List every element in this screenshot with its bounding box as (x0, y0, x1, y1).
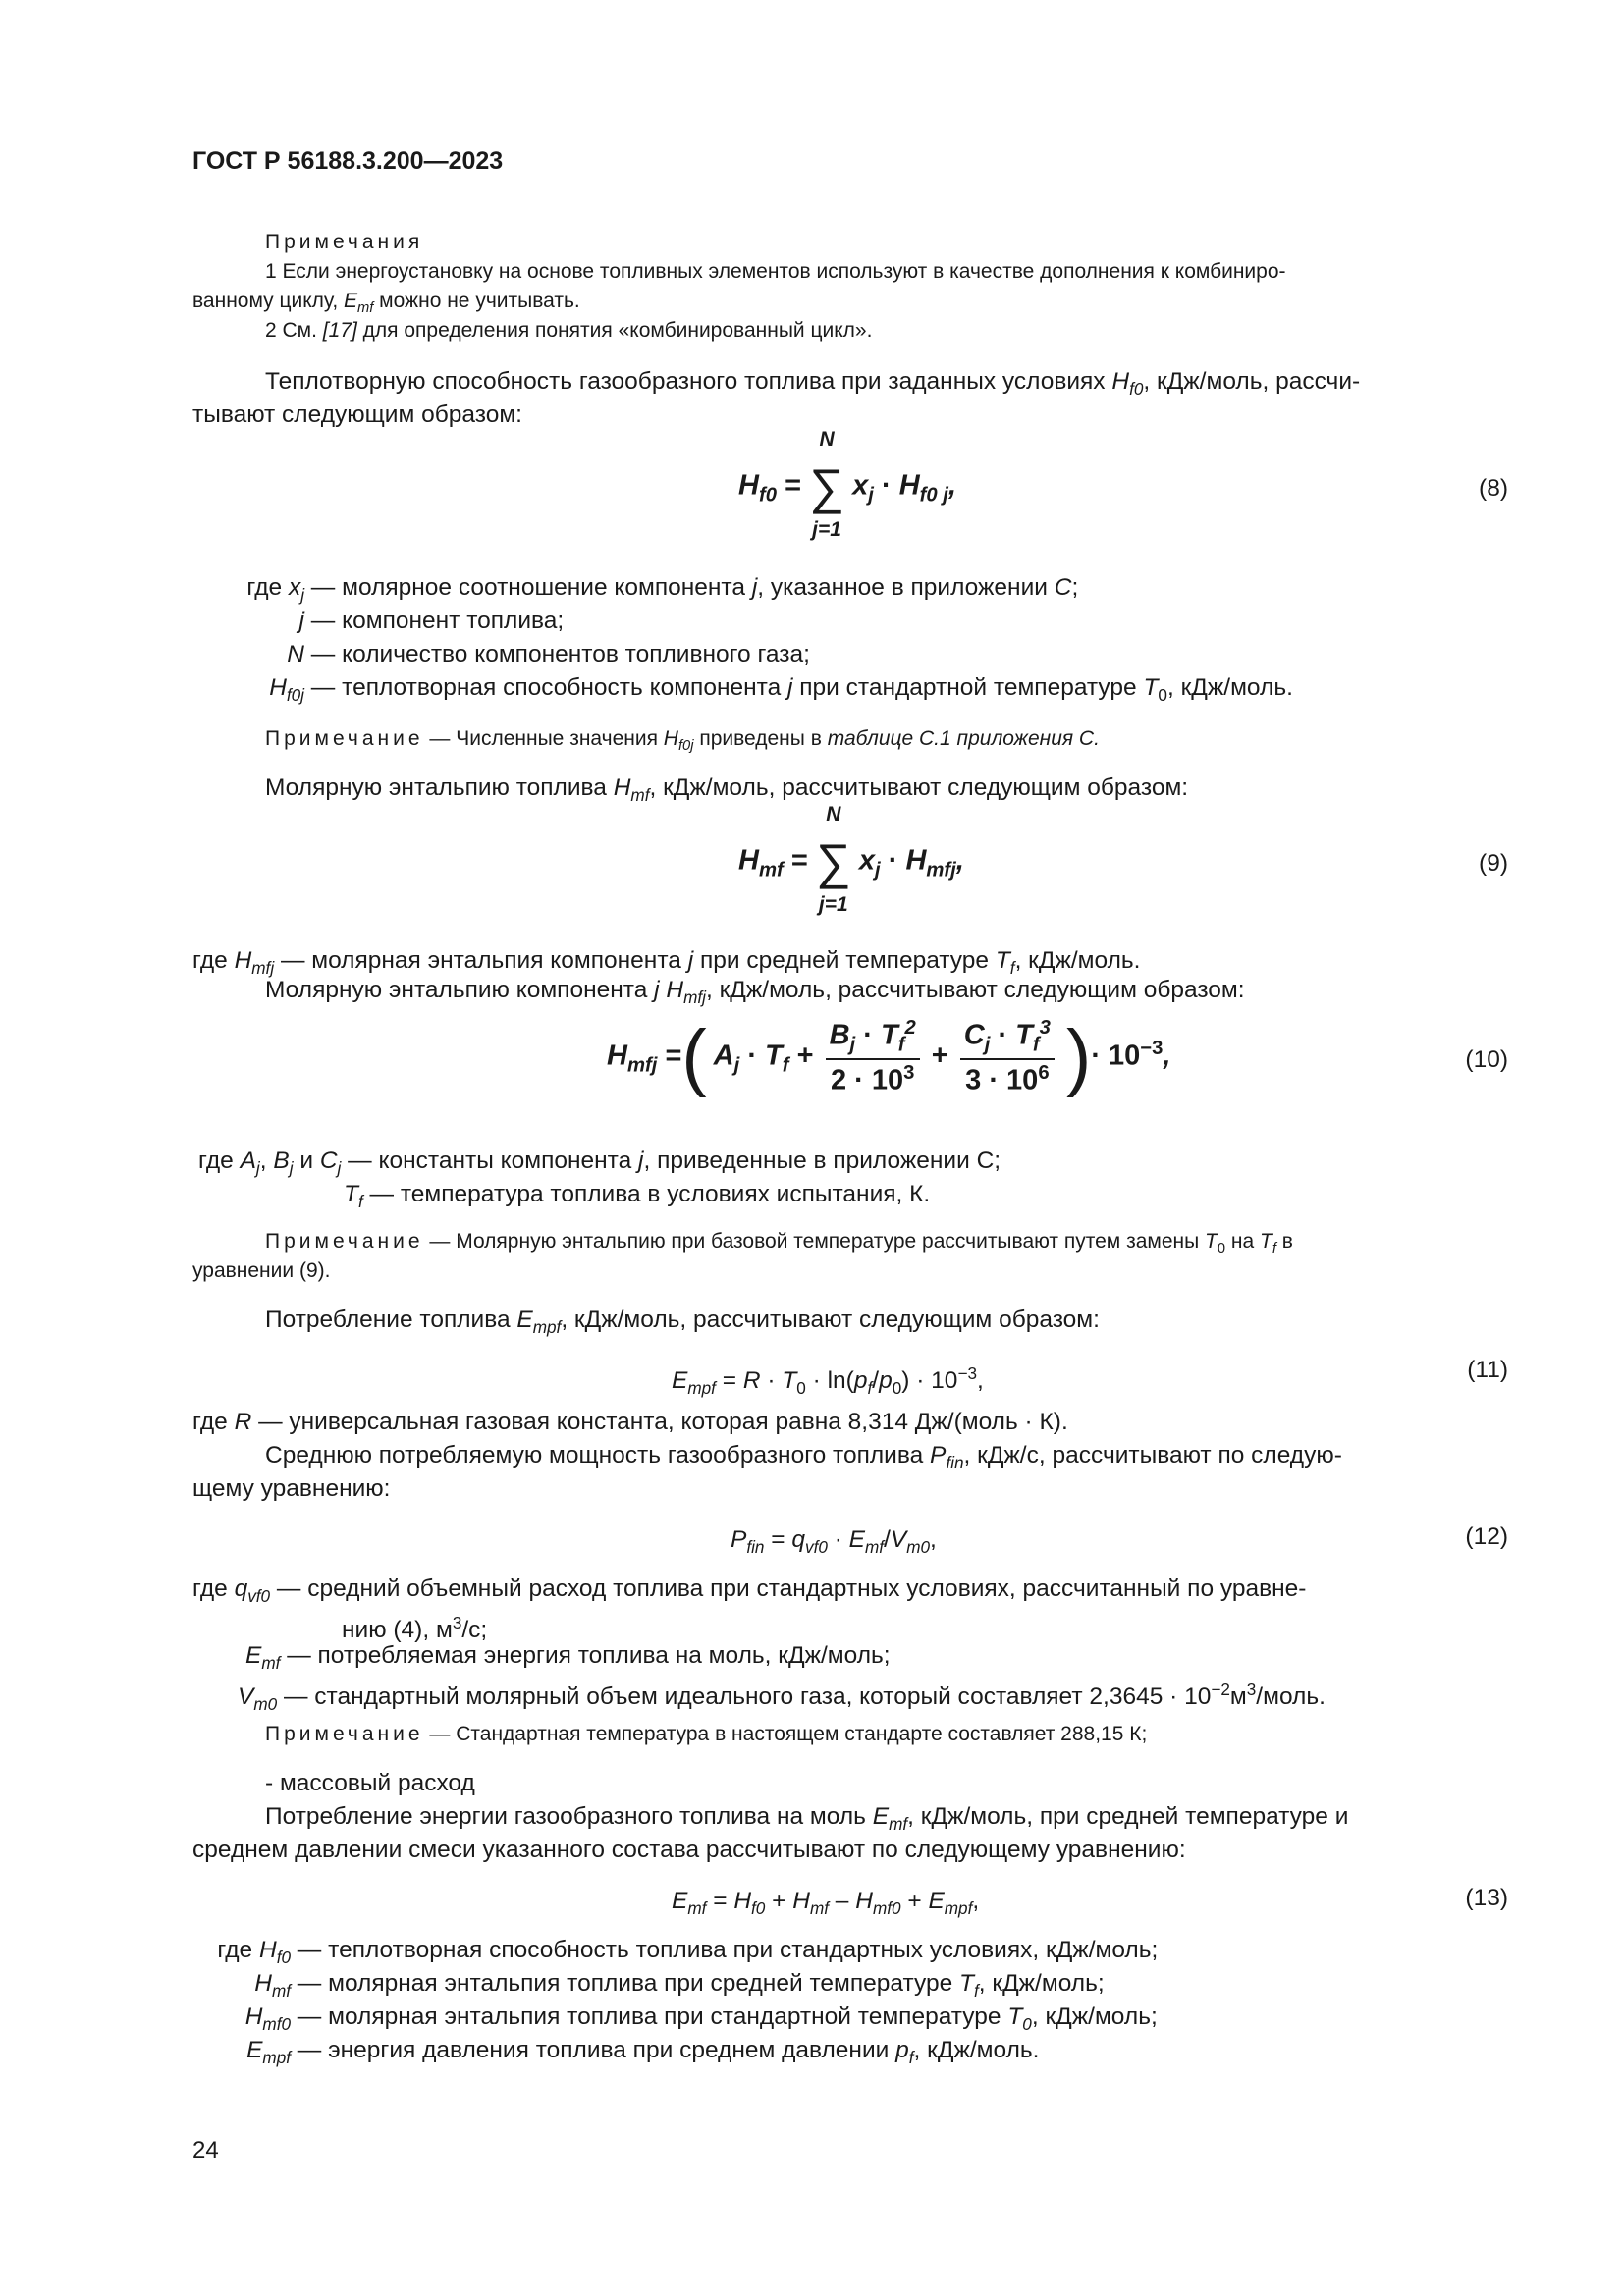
definition-symbol: где $x_j$ (246, 574, 304, 605)
note-1-line-2: ванному циклу, $E_{mf}$ можно не учитывать. (192, 290, 580, 317)
equation-13-number: (13) (1465, 1885, 1508, 1911)
para-1-line-2: тывают следующим образом: (192, 401, 522, 428)
equation-9-definition: где $H_{mfj}$ — молярная энтальпия компонента j при средней температуре $T_f$, кДж/моль. (192, 947, 1141, 978)
note-1-line-1: 1 Если энергоустановку на основе топливных элементов используют в качестве дополнения к комбиниро- (265, 260, 1286, 283)
equation-9: $H_{mf}$ = N ∑ j=1 $x_j \cdot H_{mfj}$, (738, 803, 964, 916)
para-4: Потребление топлива $E_{mpf}$, кДж/моль, рассчитывают следующим образом: (265, 1307, 1100, 1337)
equation-12-number: (12) (1465, 1523, 1508, 1550)
definition-text: энергия давления топлива при среднем давлении $p_f$, кДж/моль. (328, 2037, 1040, 2067)
equation-9-number: (9) (1479, 850, 1508, 877)
equation-8-definition-row (192, 638, 1508, 671)
definition-symbol: где $H_{f0}$ (217, 1937, 291, 1967)
equation-11: $E_{mpf} = R \cdot T_0 \cdot \ln(p_f/p_0) \cdot 10^{-3}$, (672, 1363, 984, 1399)
para-5-line-2: щему уравнению: (192, 1475, 391, 1502)
note-a: Примечание — Численные значения $H_{f0j}$ приведены в таблице С.1 приложения С. (265, 727, 1100, 755)
equation-13-definition-row (192, 2034, 1508, 2074)
definition-text: теплотворная способность топлива при стандартных условиях, кДж/моль; (328, 1937, 1159, 1963)
para-1-line-1: Теплотворную способность газообразного топлива при заданных условиях $H_{f0}$, кДж/моль, рассчи- (265, 368, 1361, 399)
equation-8-definition-row (192, 605, 1508, 638)
note-2: 2 См. [17] для определения понятия «комбинированный цикл». (265, 319, 873, 342)
note-b-line-1: Примечание — Молярную энтальпию при базовой температуре рассчитывают путем замены $T_0$ на $T_f$ в (265, 1230, 1293, 1257)
definition-dash: — (304, 574, 343, 601)
definition-text: молярная энтальпия топлива при стандартной температуре $T_0$, кДж/моль; (328, 2003, 1158, 2034)
definition-text: молярное соотношение компонента j, указанное в приложении C; (342, 574, 1079, 601)
definition-dash: — (304, 674, 343, 701)
document-header: ГОСТ Р 56188.3.200—2023 (192, 147, 504, 175)
equation-12-def-q-cont: нию (4), $м^3/с$; (342, 1613, 488, 1644)
definition-symbol: $H_{mf0}$ (244, 2003, 291, 2034)
definition-text: молярная энтальпия топлива при средней температуре $T_f$, кДж/моль; (328, 1970, 1105, 2001)
definition-text: теплотворная способность компонента j при стандартной температуре $T_0$, кДж/моль. (342, 674, 1293, 705)
definition-dash: — (291, 2037, 329, 2063)
definition-text: количество компонентов топливного газа; (342, 641, 810, 667)
notes-heading: Примечания (265, 231, 424, 253)
para-6-line-1: Потребление энергии газообразного топлива на моль $E_{mf}$, кДж/моль, при средней температуре и (265, 1803, 1349, 1834)
equation-12-def-e: $E_{mf}$ — потребляемая энергия топлива на моль, кДж/моль; (245, 1642, 891, 1673)
definition-symbol: N (287, 641, 304, 667)
equation-10: $H_{mfj}$ =( $A_j \cdot T_f$ + $\frac{B_j \cdot T_f^2}{2 \cdot 10^3}$ + $\frac{C_j \cdot T_f^3}{3 \cdot 10^6}$ )· $10^{-3}$, (607, 1015, 1171, 1099)
definition-dash: — (291, 1937, 329, 1963)
page-number: 24 (192, 2137, 219, 2163)
mass-flow-heading: - массовый расход (265, 1770, 475, 1796)
definition-symbol: j (298, 608, 304, 634)
para-3: Молярную энтальпию компонента j $H_{mfj}$, кДж/моль, рассчитывают следующим образом: (265, 977, 1245, 1007)
equation-8: $H_{f0}$ = N ∑ j=1 $x_j \cdot H_{f0 j}$, (738, 428, 957, 541)
equation-12-def-v: $V_{m0}$ — стандартный молярный объем идеального газа, который составляет $2,3645 \cdot 10^{-2}м^3$/моль. (238, 1680, 1326, 1715)
definition-dash: — (291, 2003, 329, 2030)
equation-8-definition-row (192, 671, 1508, 712)
para-2: Молярную энтальпию топлива $H_{mf}$, кДж/моль, рассчитывают следующим образом: (265, 774, 1189, 805)
equation-10-def-tf: $T_f$ — температура топлива в условиях испытания, К. (344, 1181, 931, 1211)
para-6-line-2: среднем давлении смеси указанного состава рассчитывают по следующему уравнению: (192, 1837, 1186, 1863)
definition-symbol: $E_{mpf}$ (246, 2037, 291, 2067)
definition-dash: — (304, 608, 343, 634)
equation-11-definition: где R — универсальная газовая константа, которая равна 8,314 Дж/(моль · К). (192, 1409, 1068, 1435)
definition-text: компонент топлива; (342, 608, 565, 634)
definition-dash: — (304, 641, 343, 667)
definition-dash: — (291, 1970, 329, 1997)
definition-symbol: $H_{f0j}$ (269, 674, 304, 705)
equation-13: $E_{mf} = H_{f0} + H_{mf} - H_{mf0} + E_{mpf}$, (672, 1888, 980, 1918)
equation-11-number: (11) (1467, 1357, 1508, 1383)
note-b-line-2: уравнении (9). (192, 1259, 331, 1282)
equation-10-def-constants: где $A_j$, $B_j$ и $C_j$ — константы компонента j, приведенные в приложении С; (198, 1148, 1001, 1178)
para-5-line-1: Среднюю потребляемую мощность газообразного топлива $P_{fin}$, кДж/с, рассчитывают по следую- (265, 1442, 1342, 1472)
definition-symbol: $H_{mf}$ (254, 1970, 291, 2001)
equation-8-number: (8) (1479, 475, 1508, 502)
equation-12: $P_{fin} = q_{vf0} \cdot E_{mf}/V_{m0}$, (731, 1526, 937, 1557)
note-c: Примечание — Стандартная температура в настоящем стандарте составляет 288,15 К; (265, 1723, 1148, 1745)
equation-12-def-q: где $q_{vf0}$ — средний объемный расход топлива при стандартных условиях, рассчитанный по уравне- (192, 1575, 1307, 1606)
equation-10-number: (10) (1465, 1046, 1508, 1073)
